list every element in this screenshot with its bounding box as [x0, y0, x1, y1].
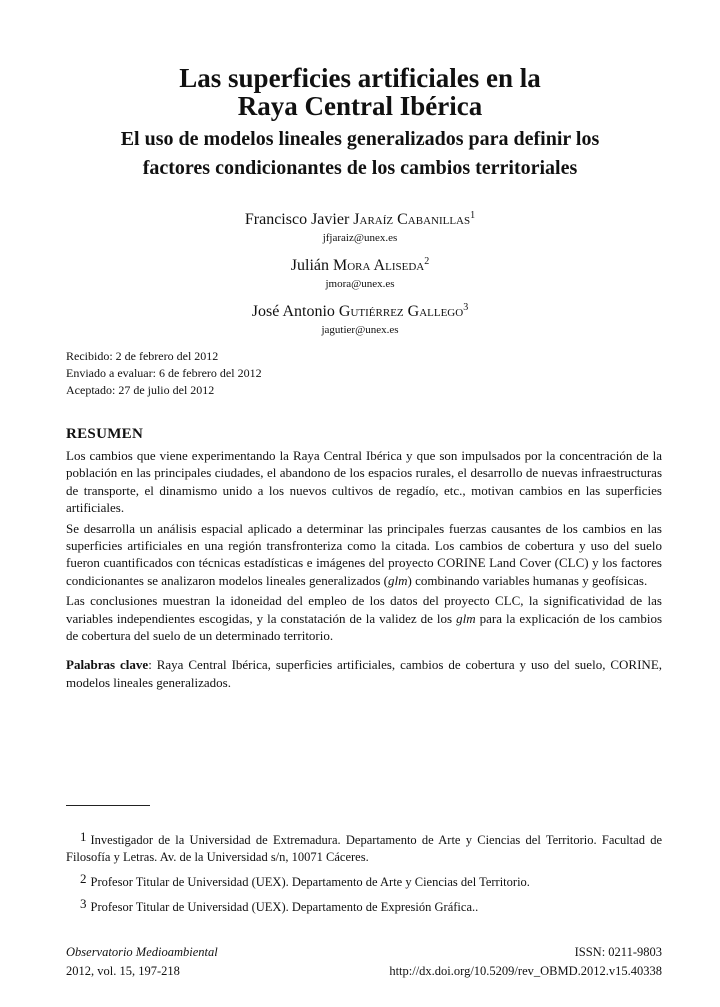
- author-given-name: José Antonio: [251, 303, 335, 320]
- abstract-paragraph: Los cambios que viene experimentando la Raya Central Ibérica y que son impulsados por la concentración de la población en las principales ciudades, el abandono de los espacios rurales, el desarrollo de nuevas infraestructuras de transporte, el dinamismo unido a los nuevos cultivos de regadío, etc., motivan cambios en las superficies artificiales.: [66, 448, 662, 516]
- title-line-1: Las superficies artificiales en la: [179, 63, 541, 93]
- footnote-text: Profesor Titular de Universidad (UEX). Departamento de Expresión Gráfica..: [90, 900, 479, 914]
- text-run: ) combinando variables humanas y geofísicas.: [407, 572, 648, 588]
- accepted-date: Aceptado: 27 de julio del 2012: [66, 383, 215, 397]
- title-block: [60, 64, 660, 183]
- footnote-text: Profesor Titular de Universidad (UEX). Departamento de Arte y Ciencias del Territorio.: [90, 875, 530, 889]
- footer-row: [66, 943, 662, 962]
- author-email: jfjaraiz@unex.es: [322, 232, 398, 244]
- footnote-3: [66, 895, 662, 916]
- journal-name: Observatorio Medioambiental: [66, 945, 218, 959]
- footer-row: [66, 962, 662, 981]
- issn: ISSN: 0211-9803: [574, 945, 662, 959]
- italic-term: glm: [456, 610, 476, 626]
- text-run: para la explicación de los cambios de cobertura del suelo de un determinado territorio.: [66, 610, 663, 644]
- sent-date: Enviado a evaluar: 6 de febrero del 2012: [66, 366, 262, 380]
- footnote-marker: 3: [463, 302, 469, 313]
- author-surname: Jaraíz Cabanillas: [353, 211, 471, 228]
- footnotes: [66, 828, 662, 920]
- footnote-marker: 2: [424, 256, 430, 267]
- author-email: jmora@unex.es: [325, 278, 395, 290]
- text-run: Las conclusiones muestran la idoneidad del empleo de los datos del proyecto CLC, la significatividad de las variables independientes escogidas, y la constatación de la validez de los: [66, 593, 662, 626]
- text-run: Se desarrolla un análisis espacial aplicado a determinar las principales fuerzas causantes de los cambios en las superficies artificiales en una región transfronteriza como la citada. Los cambios de cobertura y uso del suelo fueron cuantificados con técnicas estadísticas e imágenes del proyecto CORINE Land Cover (CLC) y los factores condicionantes se analizaron modelos lineales generalizados (: [66, 520, 662, 588]
- footnote-separator: [66, 805, 150, 806]
- paper-subtitle: [60, 125, 660, 183]
- author-list: [60, 206, 660, 344]
- abstract-paragraph: [66, 520, 662, 590]
- submission-dates: [66, 348, 262, 399]
- footnote-2: [66, 870, 662, 891]
- abstract-heading: RESUMEN: [66, 426, 144, 442]
- author-email: jagutier@unex.es: [321, 324, 399, 336]
- author-given-name: Julián: [290, 257, 329, 274]
- author-given-name: Francisco Javier: [244, 211, 350, 228]
- doi-link[interactable]: http://dx.doi.org/10.5209/rev_OBMD.2012.v15.40338: [389, 964, 662, 978]
- keywords: [66, 656, 662, 691]
- title-line-2: Raya Central Ibérica: [237, 91, 483, 121]
- footnote-number: 3: [80, 896, 87, 911]
- footnote-text: Investigador de la Universidad de Extremadura. Departamento de Arte y Ciencias del Territorio. Facultad de Filosofía y Letras. Av. de la Universidad s/n, 10071 Cáceres.: [66, 833, 662, 864]
- abstract-paragraph: [66, 592, 662, 644]
- author-name: [60, 298, 660, 322]
- author-name: [60, 206, 660, 230]
- author-name: [60, 252, 660, 276]
- italic-term: glm: [388, 572, 408, 588]
- footnote-number: 2: [80, 871, 87, 886]
- received-date: Recibido: 2 de febrero del 2012: [66, 349, 219, 363]
- abstract-body: [66, 447, 662, 694]
- keywords-label: Palabras clave: [66, 657, 149, 673]
- subtitle-line-1: El uso de modelos lineales generalizados para definir los: [120, 128, 600, 150]
- footnote-number: 1: [80, 829, 87, 844]
- citation-info: 2012, vol. 15, 197-218: [66, 964, 180, 978]
- footnote-1: [66, 828, 662, 866]
- footnote-marker: 1: [470, 210, 476, 221]
- page-footer: [66, 943, 662, 981]
- author-surname: Mora Aliseda: [332, 257, 425, 274]
- author-surname: Gutiérrez Gallego: [338, 303, 464, 320]
- subtitle-line-2: factores condicionantes de los cambios territoriales: [142, 157, 578, 179]
- keywords-text: : Raya Central Ibérica, superficies artificiales, cambios de cobertura y uso del suelo, CORINE, modelos lineales generalizados.: [66, 657, 663, 690]
- paper-title: [60, 64, 660, 120]
